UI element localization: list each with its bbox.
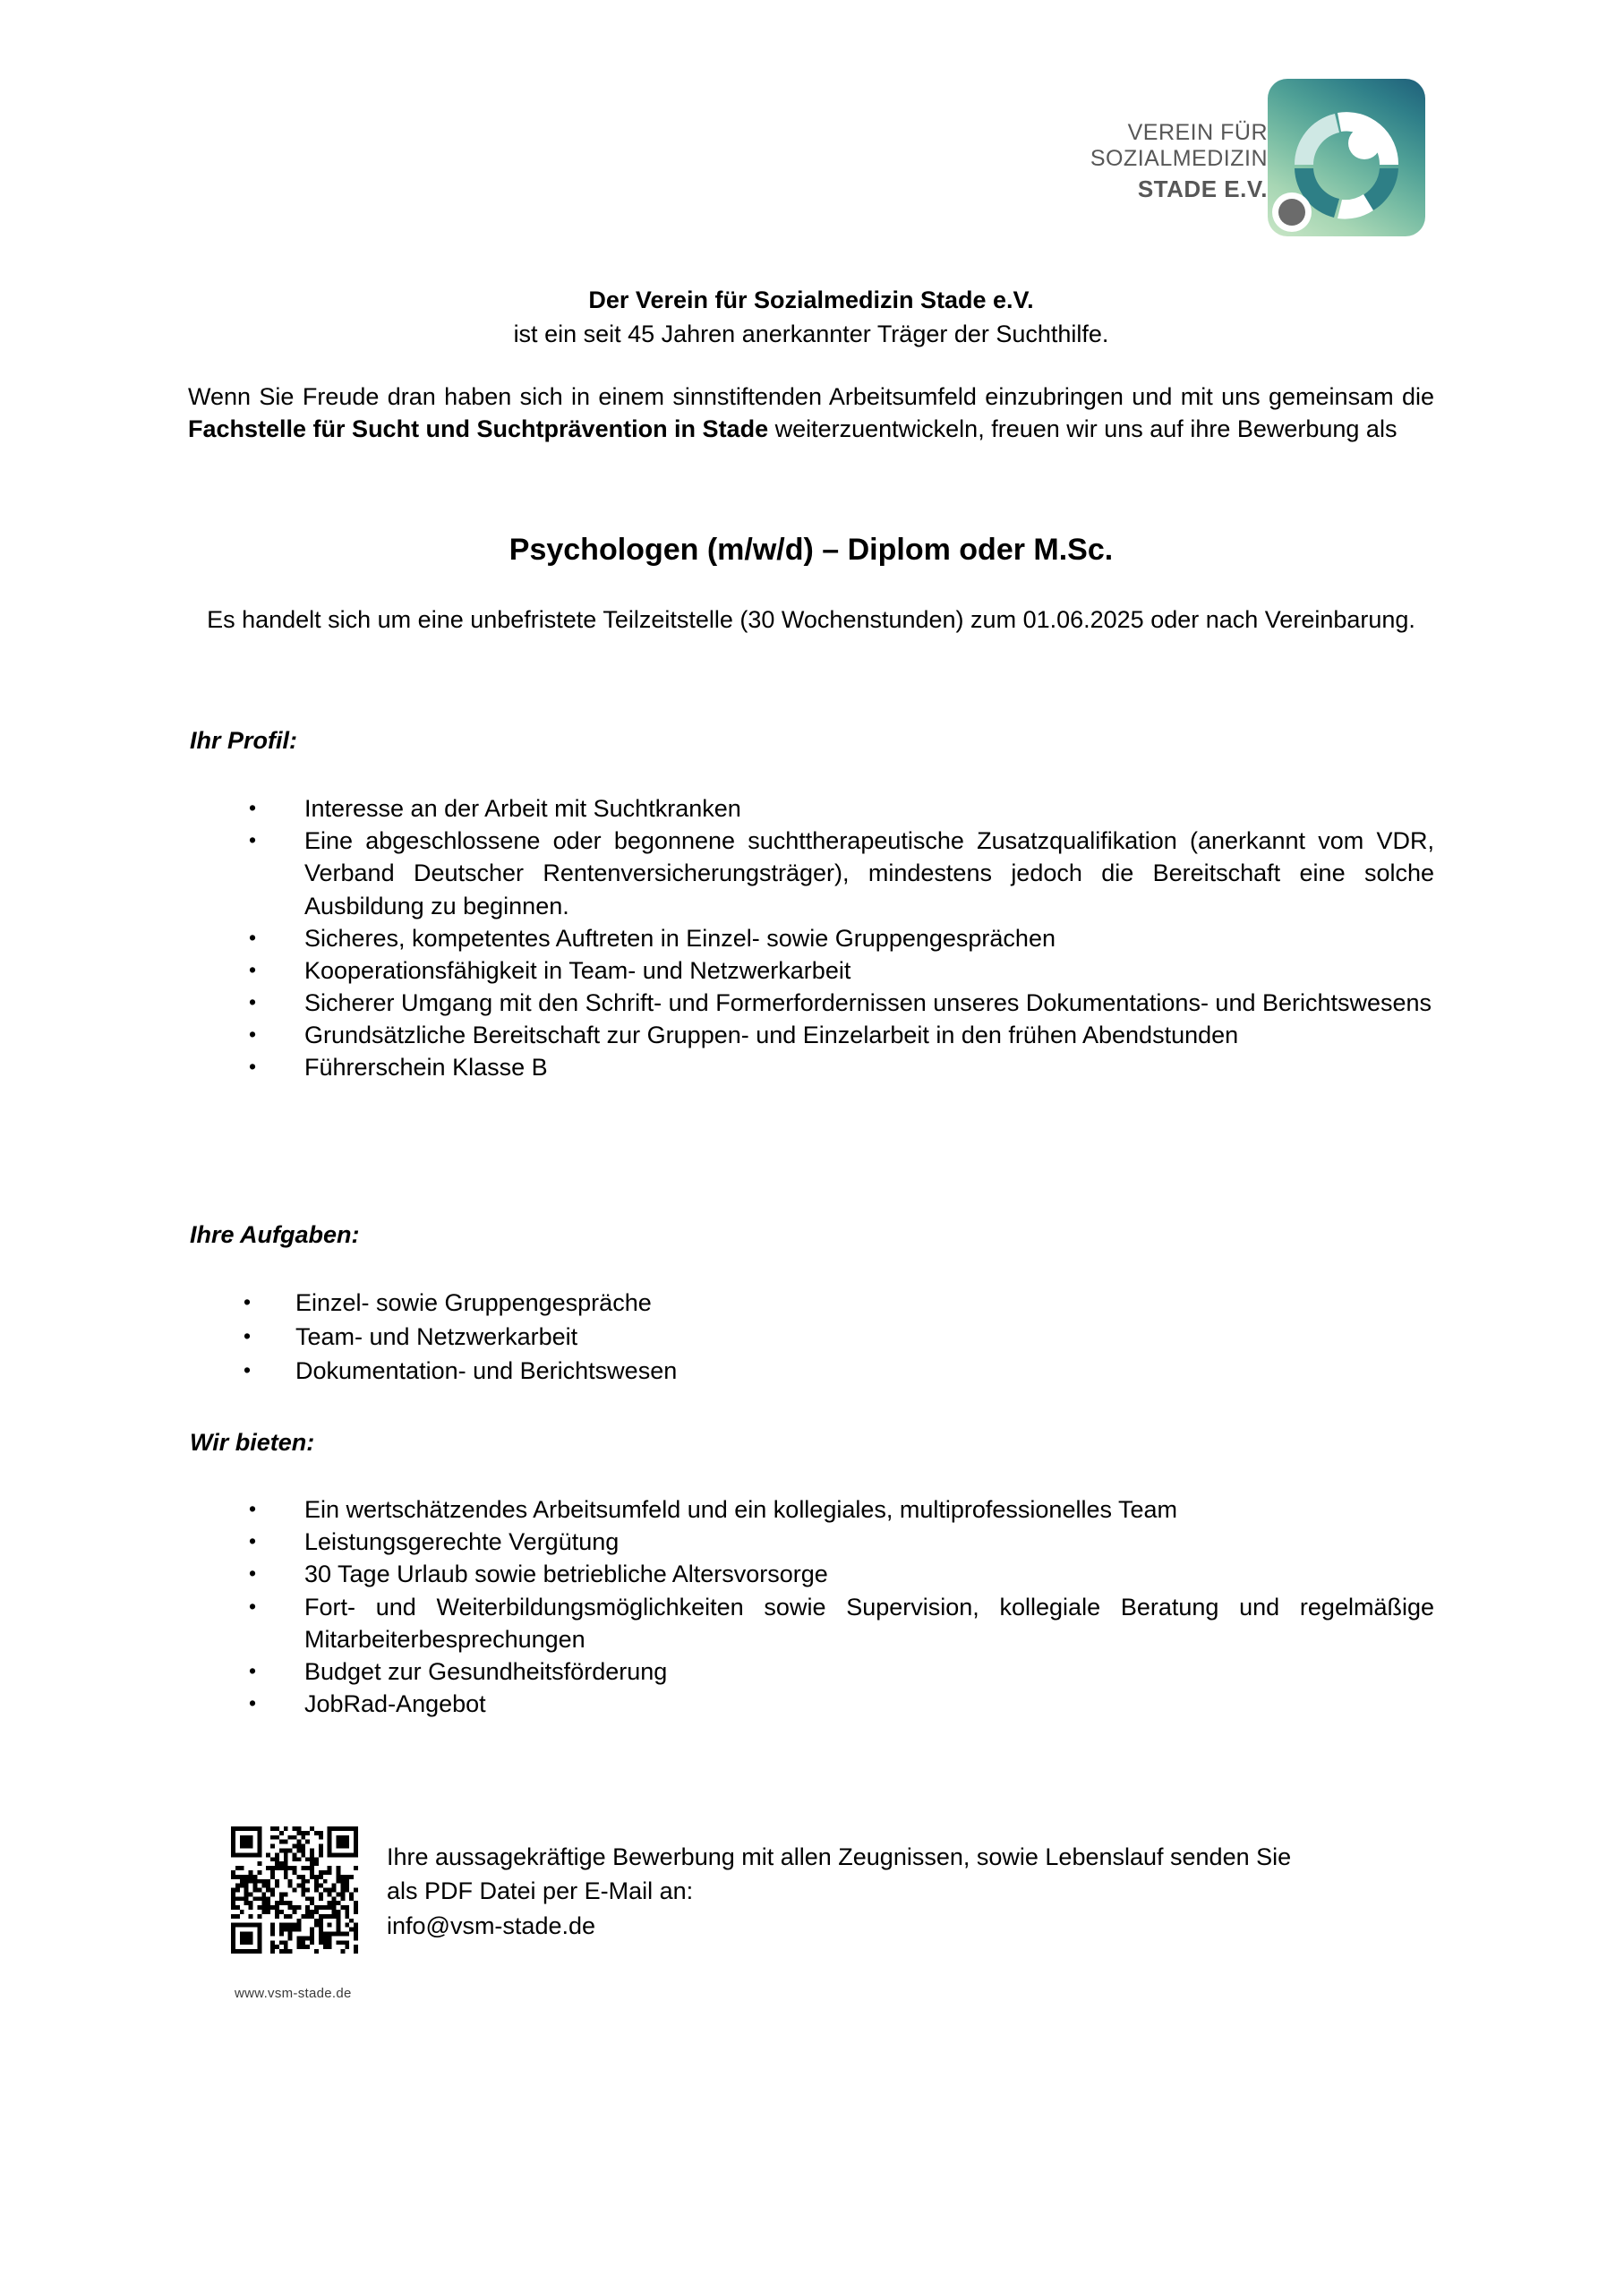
list-item [249, 1688, 1434, 1720]
job-details [188, 604, 1434, 637]
intro-paragraph-bold: Fachstelle für Sucht und Suchtprävention in Stade [188, 415, 769, 443]
contact-line-1: Ihre aussagekräftige Bewerbung mit allen Zeugnissen, sowie Lebenslauf senden Sie [387, 1843, 1292, 1870]
section-heading-bieten-text: Wir bieten: [190, 1429, 315, 1456]
list-item-text: Dokumentation- und Berichtswesen [295, 1357, 678, 1385]
qr-code-canvas [231, 1826, 358, 1954]
list-item-text: Eine abgeschlossene oder begonnene suchttherapeutische Zusatzqualifikation (anerkannt vom VDR, Verband Deutscher Rentenversicherungsträger), mindestens jedoch die Bereitschaft eine solche Ausbildung zu beginnen. [304, 827, 1434, 919]
bullet-icon: • [249, 1529, 257, 1553]
list-item [249, 987, 1434, 1019]
list-item-text: Leistungsgerechte Vergütung [304, 1528, 620, 1556]
bullet-icon: • [244, 1290, 252, 1313]
bullet-icon: • [244, 1358, 252, 1382]
list-item [249, 825, 1434, 922]
intro-paragraph-part2: weiterzuentwickeln, freuen wir uns auf ihre Bewerbung als [768, 415, 1397, 443]
list-item-text: Grundsätzliche Bereitschaft zur Gruppen- und Einzelarbeit in den frühen Abendstunden [304, 1022, 1239, 1049]
list-item [249, 954, 1434, 987]
org-title-text: Der Verein für Sozialmedizin Stade e.V. [588, 286, 1034, 313]
job-details-text: Es handelt sich um eine unbefristete Teilzeitstelle (30 Wochenstunden) zum 01.06.2025 oder nach Vereinbarung. [207, 606, 1415, 633]
bullet-icon: • [249, 1691, 257, 1715]
qr-code-icon [231, 1826, 358, 1954]
list-item-text: JobRad-Angebot [304, 1690, 486, 1718]
job-title [188, 533, 1434, 568]
bullet-icon: • [249, 828, 257, 852]
bieten-list [249, 1493, 1434, 1720]
list-item [249, 1019, 1434, 1051]
contact-email[interactable]: info@vsm-stade.de [387, 1911, 596, 1939]
list-item [249, 792, 1434, 825]
bullet-icon: • [249, 1561, 257, 1586]
list-item-text: Budget zur Gesundheitsförderung [304, 1657, 668, 1685]
bullet-icon: • [249, 1497, 257, 1520]
list-item [249, 1591, 1434, 1655]
logo-corner-dot-icon [1278, 199, 1305, 226]
bullet-icon: • [249, 925, 257, 949]
bullet-icon: • [249, 1055, 257, 1079]
section-heading-aufgaben-text: Ihre Aufgaben: [190, 1221, 360, 1248]
bullet-icon: • [244, 1324, 252, 1348]
logo-line-1: VEREIN FÜR [1127, 120, 1268, 145]
list-item [244, 1287, 1434, 1319]
bullet-icon: • [249, 1022, 257, 1047]
list-item-text: Sicherer Umgang mit den Schrift- und Formerfordernissen unseres Dokumentations- und Berichtswesens [304, 989, 1432, 1017]
list-item [244, 1355, 1434, 1387]
intro-paragraph [188, 381, 1434, 445]
logo-line-3: STADE E.V. [1137, 175, 1268, 202]
contact-line-2: als PDF Datei per E-Mail an: [387, 1877, 694, 1905]
list-item-text: Team- und Netzwerkarbeit [295, 1323, 578, 1351]
list-item-text: 30 Tage Urlaub sowie betriebliche Altersvorsorge [304, 1561, 828, 1588]
org-subtitle-text: ist ein seit 45 Jahren anerkannter Träger der Suchthilfe. [513, 321, 1109, 347]
circular-ring-logo-icon [1268, 79, 1425, 236]
aufgaben-list [244, 1287, 1434, 1390]
list-item [249, 1051, 1434, 1083]
list-item-text: Interesse an der Arbeit mit Suchtkranken [304, 795, 741, 822]
list-item [249, 1655, 1434, 1688]
bullet-icon: • [249, 1658, 257, 1682]
org-title [188, 285, 1434, 317]
bullet-icon: • [249, 796, 257, 819]
list-item [249, 1558, 1434, 1590]
list-item [249, 922, 1434, 954]
logo-line-2: SOZIALMEDIZIN [1090, 146, 1268, 172]
contact-block [387, 1840, 1443, 1943]
org-subtitle [188, 319, 1434, 351]
list-item-text: Kooperationsfähigkeit in Team- und Netzwerkarbeit [304, 956, 851, 984]
intro-paragraph-part1: Wenn Sie Freude dran haben sich in einem sinnstiftenden Arbeitsumfeld einzubringen und mit uns gemeinsam die [188, 383, 1434, 410]
section-heading-profil [190, 727, 297, 755]
list-item [249, 1526, 1434, 1558]
list-item [244, 1321, 1434, 1353]
list-item-text: Sicheres, kompetentes Auftreten in Einzel- sowie Gruppengesprächen [304, 924, 1056, 952]
section-heading-bieten [190, 1429, 314, 1457]
bullet-icon: • [249, 1594, 257, 1618]
job-title-text: Psychologen (m/w/d) – Diplom oder M.Sc. [509, 533, 1114, 567]
section-heading-profil-text: Ihr Profil: [190, 727, 297, 754]
organization-logo [1064, 79, 1440, 258]
logo-text [1090, 120, 1268, 202]
footer-url[interactable]: www.vsm-stade.de [235, 1986, 352, 2001]
bullet-icon: • [249, 957, 257, 981]
list-item-text: Ein wertschätzendes Arbeitsumfeld und ein kollegiales, multiprofessionelles Team [304, 1496, 1178, 1523]
list-item-text: Führerschein Klasse B [304, 1054, 548, 1082]
list-item-text: Einzel- sowie Gruppengespräche [295, 1289, 652, 1316]
profil-list [249, 792, 1434, 1084]
list-item-text: Fort- und Weiterbildungsmöglichkeiten sowie Supervision, kollegiale Beratung und regelmäßige Mitarbeiterbesprechungen [304, 1593, 1434, 1653]
bullet-icon: • [249, 990, 257, 1014]
list-item [249, 1493, 1434, 1526]
section-heading-aufgaben [190, 1221, 360, 1249]
